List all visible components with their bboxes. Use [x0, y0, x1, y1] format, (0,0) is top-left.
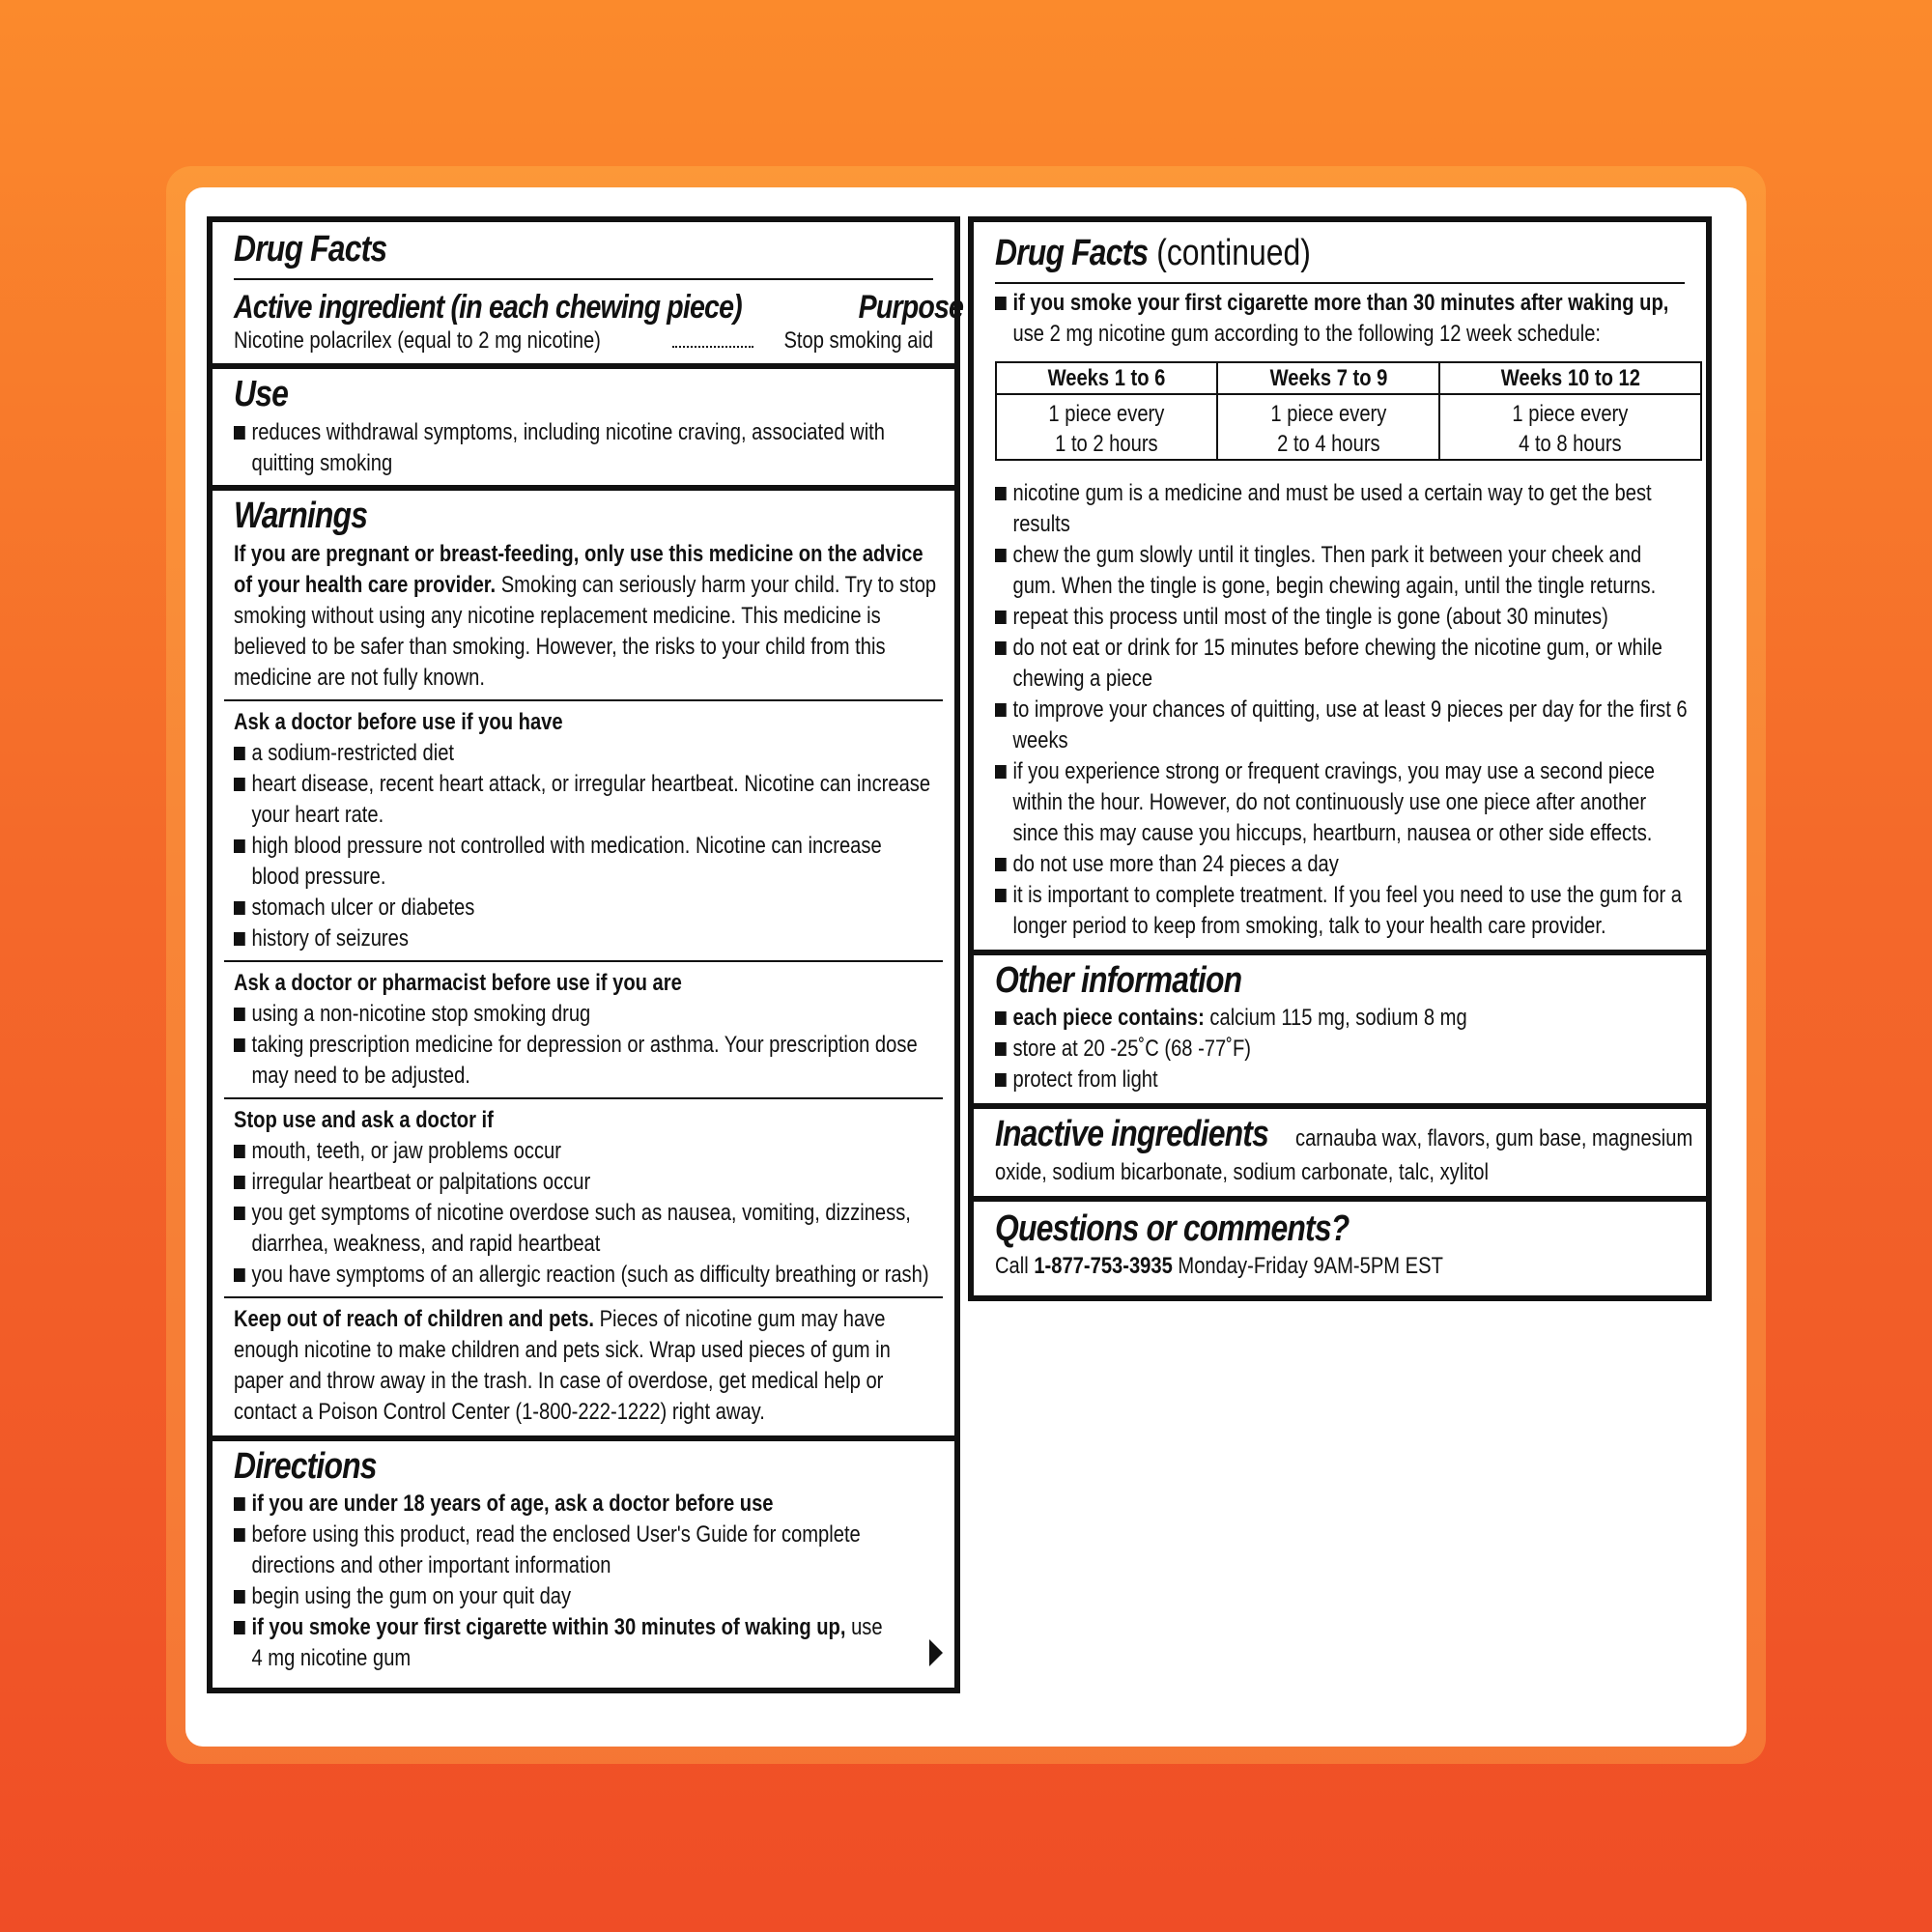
list-item: stomach ulcer or diabetes — [234, 893, 821, 923]
list-item: if you smoke your first cigarette within 30 minutes of waking up, use — [234, 1612, 821, 1643]
list-item: heart disease, recent heart attack, or irregular heartbeat. Nicotine can increase — [234, 769, 821, 800]
continued-title: Drug Facts — [995, 233, 1149, 273]
list-item: you have symptoms of an allergic reaction (such as difficulty breathing or rash) — [234, 1260, 821, 1291]
phone-number: 1-877-753-3935 — [1034, 1253, 1173, 1280]
ingredient-purpose: Stop smoking aid — [783, 327, 933, 355]
table-header: Weeks 1 to 6 — [996, 362, 1217, 394]
continued-header: Drug Facts (continued) — [995, 233, 1311, 273]
schedule-table — [995, 361, 1702, 461]
drug-facts-header — [213, 222, 954, 278]
use-box — [207, 363, 960, 491]
right-column — [968, 216, 1712, 1301]
ask-pharmacist-section: Ask a doctor or pharmacist before use if you are using a non-nicotine stop smoking drug taking prescription medicine for depression or asthma. Your prescription dose may need to be adjusted. — [234, 969, 918, 1089]
continued-arrow-icon — [929, 1639, 943, 1666]
active-ingredient-section — [213, 280, 963, 364]
active-ingredient-heading: Active ingredient (in each chewing piece) — [234, 288, 742, 326]
ask-pharmacist-heading: Ask a doctor or pharmacist before use if you are — [234, 969, 682, 996]
directions-heading: Directions — [234, 1445, 377, 1487]
list-item: taking prescription medicine for depression or asthma. Your prescription dose — [234, 1030, 821, 1061]
list-item: if you smoke your first cigarette more than 30 minutes after waking up, — [995, 288, 1575, 319]
table-row — [996, 429, 1701, 460]
list-item: history of seizures — [234, 923, 821, 954]
use-heading: Use — [234, 374, 289, 415]
table-row — [996, 362, 1701, 394]
inactive-ingredients-heading: Inactive ingredients — [995, 1114, 1268, 1155]
questions-section — [974, 1202, 1706, 1296]
list-item: mouth, teeth, or jaw problems occur — [234, 1136, 821, 1167]
list-item: to improve your chances of quitting, use at least 9 pieces per day for the first 6 — [995, 695, 1575, 725]
stop-use-section: Stop use and ask a doctor if mouth, teeth, or jaw problems occur irregular heartbeat or palpitations occur you get symptoms of nicotine overdose such as nausea, vomiting, dizziness, diarrhea, weakness, and rapid heartbeat you have symptoms of an allergic reaction (such as difficulty breathing or rash) — [213, 1099, 954, 1296]
ask-doctor-section: Ask a doctor before use if you have a sodium-restricted diet heart disease, recent heart attack, or irregular heartbeat. Nicotine can increase your heart rate. high blood pressure not controlled with medication. Nicotine can increase blood pressure. stomach ulcer or diabetes history of seizures — [213, 701, 954, 960]
directions-box — [207, 1435, 960, 1694]
table-cell: 1 piece every — [1217, 394, 1438, 429]
stop-use-heading: Stop use and ask a doctor if — [234, 1106, 494, 1133]
list-item: repeat this process until most of the tingle is gone (about 30 minutes) — [995, 602, 1575, 633]
drug-facts-label — [207, 216, 1725, 1718]
warnings-box — [207, 485, 960, 1441]
list-item: do not use more than 24 pieces a day — [995, 849, 1575, 880]
list-item: do not eat or drink for 15 minutes before chewing the nicotine gum, or while — [995, 633, 1575, 664]
table-header: Weeks 7 to 9 — [1217, 362, 1438, 394]
schedule-section: if you smoke your first cigarette more than 30 minutes after waking up, use 2 mg nicotine gum according to the following 12 week schedule: Weeks 1 to 6 Weeks 7 to 9 Weeks 10 to 12 1 piece every 1 piece every 1 piece every 1 to 2 hours 2 to 4 hours 4 to 8 hours nicotine gum is a medicine and must be used a certain way to get the best results chew the gum slowly until it tingles. Then park it between your cheek and gum. When the tingle is gone, begin chewing again, until the tingle returns. repeat this process until most of the tingle is gone (about 30 minutes) do not eat or drink for 15 minutes before chewing the nicotine gum, or while chewing a piece to improve your chances of quitting, use at least 9 pieces per day for the first 6 weeks if you experience strong or frequent cravings, you may use a second piece within the hour. However, do not continuously use one piece after another since this may cause you hiccups, heartburn, nausea or other side effects. do not use more than 24 pieces a day it is important to complete treatment. If you feel you need to use the gum for a longer period to keep from smoking, talk to your health care provider. — [974, 284, 1706, 950]
ask-doctor-heading: Ask a doctor before use if you have — [234, 708, 563, 735]
other-information-section — [974, 955, 1706, 1104]
warnings-section: Warnings If you are pregnant or breast-feeding, only use this medicine on the advice of your health care provider. Smoking can seriously harm your child. Try to stop smoking without using any nicotine replacement medicine. This medicine is believed to be safer than smoking. However, the risks to your child from this medicine are not fully known. — [234, 495, 937, 691]
use-section: Use reduces withdrawal symptoms, including nicotine craving, associated with quitting smoking — [234, 374, 885, 476]
list-item: protect from light — [995, 1065, 1575, 1095]
purpose-heading: Purpose — [858, 288, 963, 326]
list-item: if you are under 18 years of age, ask a doctor before use — [234, 1489, 821, 1520]
use-item: reduces withdrawal symptoms, including nicotine craving, associated with — [234, 417, 821, 448]
contact-line: Call 1-877-753-3935 Monday-Friday 9AM-5PM EST — [995, 1253, 1443, 1280]
right-upper-box — [968, 216, 1712, 955]
list-item: a sodium-restricted diet — [234, 738, 821, 769]
left-upper-box — [207, 216, 963, 369]
directions-section: Directions if you are under 18 years of age, ask a doctor before use before using this product, read the enclosed User's Guide for complete directions and other important information begin using the gum on your quit day if you smoke your first cigarette within 30 minutes of waking up, use 4 mg nicotine gum — [234, 1445, 883, 1672]
list-item: it is important to complete treatment. If you feel you need to use the gum for a — [995, 880, 1575, 911]
list-item: nicotine gum is a medicine and must be used a certain way to get the best — [995, 478, 1575, 509]
ingredient-name: Nicotine polacrilex (equal to 2 mg nicotine) — [234, 327, 601, 355]
list-item: irregular heartbeat or palpitations occur — [234, 1167, 821, 1198]
inactive-ingredients-section: Inactive ingredients carnauba wax, flavors, gum base, magnesium oxide, sodium bicarbonate, sodium carbonate, talc, xylitol — [995, 1114, 1693, 1185]
table-cell: 4 to 8 hours — [1439, 429, 1701, 460]
table-cell: 1 piece every — [996, 394, 1217, 429]
table-cell: 1 to 2 hours — [996, 429, 1217, 460]
other-information-heading: Other information — [995, 959, 1242, 1001]
other-information-box — [968, 950, 1712, 1110]
table-cell: 2 to 4 hours — [1217, 429, 1438, 460]
list-item: before using this product, read the enclosed User's Guide for complete — [234, 1520, 821, 1550]
list-item: begin using the gum on your quit day — [234, 1581, 821, 1612]
list-item: you get symptoms of nicotine overdose such as nausea, vomiting, dizziness, — [234, 1198, 821, 1229]
questions-box — [968, 1196, 1712, 1302]
drug-facts-card — [185, 187, 1747, 1747]
active-ingredient-row — [234, 327, 933, 355]
list-item: using a non-nicotine stop smoking drug — [234, 999, 821, 1030]
questions-heading: Questions or comments? — [995, 1208, 1350, 1249]
list-item: chew the gum slowly until it tingles. Then park it between your cheek and — [995, 540, 1575, 571]
table-row — [996, 394, 1701, 429]
inactive-ingredients-box — [968, 1103, 1712, 1202]
list-item: each piece contains: calcium 115 mg, sodium 8 mg — [995, 1003, 1575, 1034]
list-item: store at 20 -25˚C (68 -77˚F) — [995, 1034, 1575, 1065]
left-column — [207, 216, 963, 1693]
keep-out-section: Keep out of reach of children and pets. Pieces of nicotine gum may have enough nicotine to make children and pets sick. Wrap used pieces of gum in paper and throw away in the trash. In case of overdose, get medical help or contact a Poison Control Center (1-800-222-1222) right away. — [234, 1305, 891, 1425]
drug-facts-title: Drug Facts — [234, 229, 387, 270]
table-header: Weeks 10 to 12 — [1439, 362, 1701, 394]
table-cell: 1 piece every — [1439, 394, 1701, 429]
warnings-heading: Warnings — [234, 495, 368, 536]
list-item: high blood pressure not controlled with medication. Nicotine can increase — [234, 831, 821, 862]
list-item: if you experience strong or frequent cravings, you may use a second piece — [995, 756, 1575, 787]
